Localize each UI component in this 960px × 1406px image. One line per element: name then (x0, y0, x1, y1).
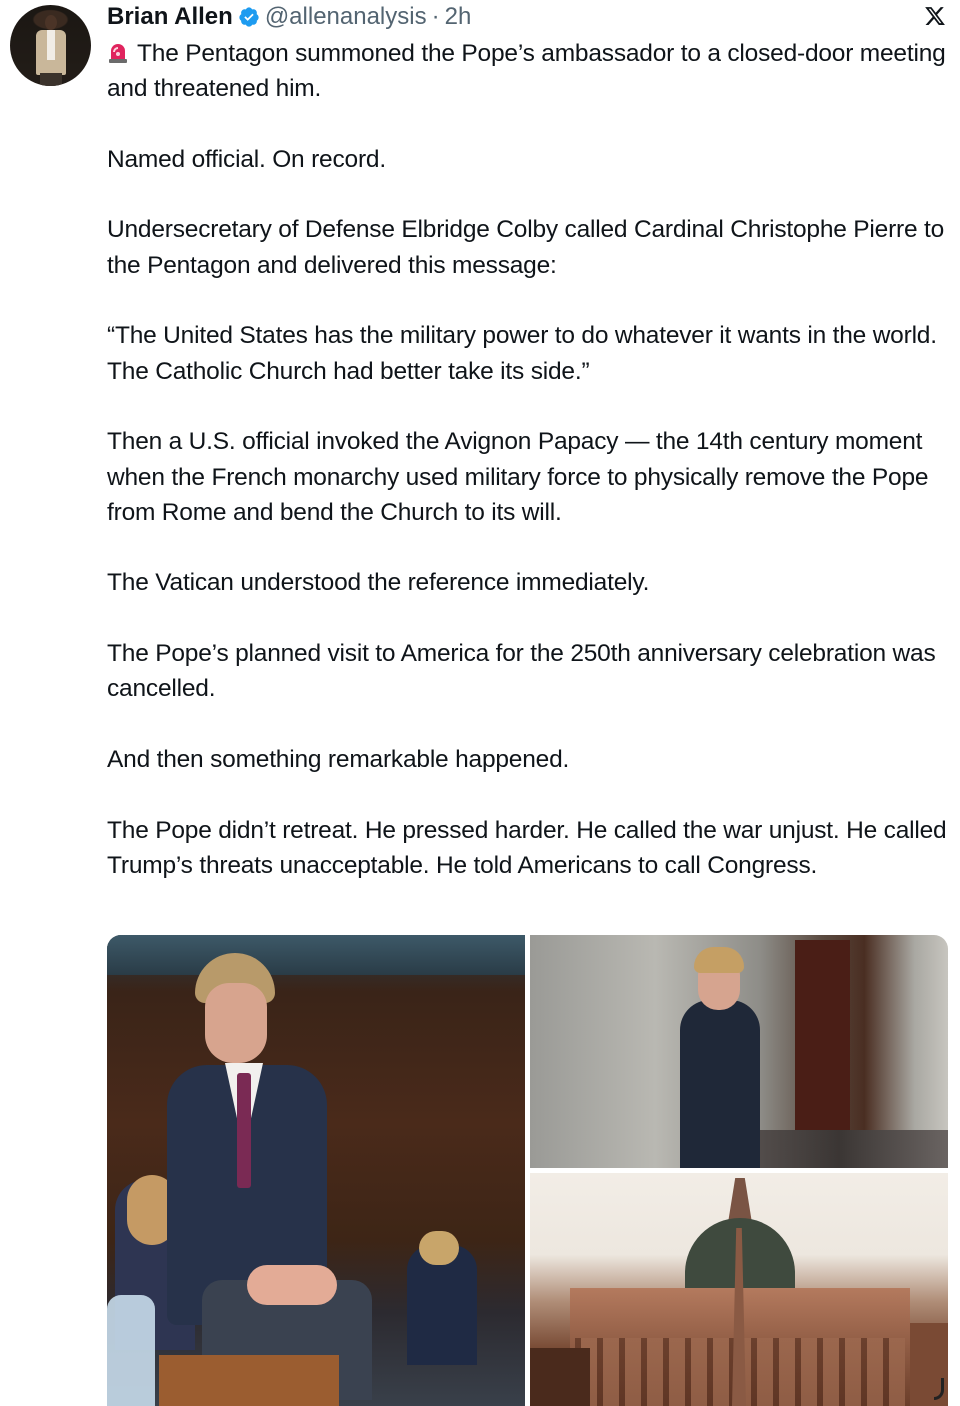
tweet-text (107, 36, 952, 918)
separator-dot: · (431, 3, 440, 30)
photo-boy-hair (419, 1231, 459, 1265)
media-image-hearing[interactable] (107, 935, 525, 1406)
verified-badge-icon (238, 6, 260, 28)
photo-lantern (728, 1178, 752, 1223)
photo-hands (247, 1265, 337, 1305)
photo-water-bottle (107, 1295, 155, 1406)
tweet-paragraph: The Pentagon summoned the Pope’s ambassador to a closed-door meeting and threatened him. (107, 40, 946, 103)
photo-hair (694, 947, 744, 973)
media-image-basilica[interactable] (530, 1173, 948, 1406)
media-grid (107, 935, 948, 1406)
media-image-hallway[interactable] (530, 935, 948, 1168)
photo-face (205, 983, 267, 1063)
photo-door (795, 940, 850, 1140)
x-logo-icon (924, 5, 946, 27)
tweet-paragraph: The Pope’s planned visit to America for the 250th anniversary celebration was cancelled. (107, 640, 936, 703)
tweet-paragraph: The Pope didn’t retreat. He pressed harder. He called the war unjust. He called Trump’s threats unacceptable. He told Americans to call Congress. (107, 816, 947, 879)
photo-desk (159, 1355, 339, 1406)
tweet-paragraph: Named official. On record. (107, 145, 386, 173)
photo-suit (680, 1000, 760, 1168)
tweet-paragraph: And then something remarkable happened. (107, 745, 570, 773)
photo-floor (730, 1130, 948, 1168)
avatar-head (45, 15, 57, 30)
timestamp[interactable]: 2h (444, 3, 472, 30)
rotating-light-icon (107, 39, 129, 61)
photo-tie (237, 1073, 251, 1188)
tweet-paragraph: Then a U.S. official invoked the Avignon Papacy — the 14th century moment when the French monarchy used military force to physically remove the Pope from Rome and bend the Church to its will. (107, 428, 929, 526)
tweet-paragraph: “The United States has the military power to do whatever it wants in the world. The Catholic Church had better take its side.” (107, 322, 937, 385)
avatar-legs (40, 73, 62, 86)
tweet-header (107, 1, 471, 33)
photo-left-wing (530, 1348, 590, 1406)
avatar[interactable] (10, 5, 91, 86)
avatar-shirt (47, 30, 55, 60)
display-name[interactable]: Brian Allen (107, 3, 233, 30)
tweet-paragraph: Undersecretary of Defense Elbridge Colby called Cardinal Christophe Pierre to the Pentagon and delivered this message: (107, 216, 945, 279)
author-handle[interactable]: @allenanalysis (264, 3, 427, 30)
photo-ceiling (107, 935, 525, 975)
tweet-paragraph: The Vatican understood the reference immediately. (107, 569, 650, 597)
